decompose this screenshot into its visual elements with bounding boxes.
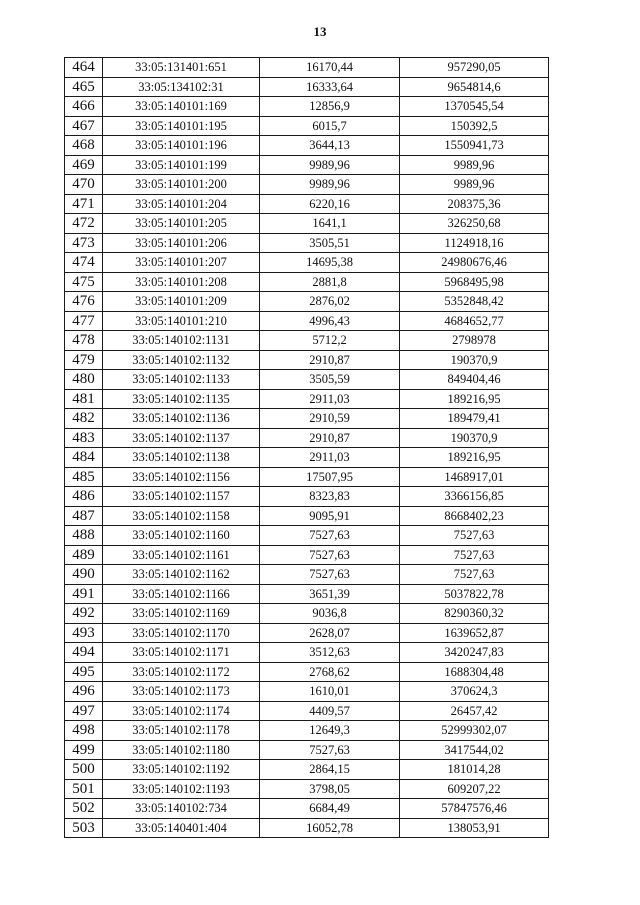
cadastral-number-cell: 33:05:140101:209 — [103, 292, 260, 312]
cadastral-number-cell: 33:05:140101:169 — [103, 97, 260, 117]
row-number-cell: 474 — [65, 253, 103, 273]
cadastral-number-cell: 33:05:140102:1170 — [103, 623, 260, 643]
value-cell: 609207,22 — [400, 779, 549, 799]
value-cell: 181014,28 — [400, 760, 549, 780]
area-cell: 9036,8 — [260, 604, 400, 624]
table-row — [65, 487, 549, 507]
row-number-cell: 480 — [65, 370, 103, 390]
table-row — [65, 467, 549, 487]
area-cell: 5712,2 — [260, 331, 400, 351]
row-number-cell: 472 — [65, 214, 103, 234]
row-number-cell: 497 — [65, 701, 103, 721]
table-row — [65, 97, 549, 117]
value-cell: 190370,9 — [400, 350, 549, 370]
cadastral-number-cell: 33:05:140101:199 — [103, 155, 260, 175]
cadastral-number-cell: 33:05:140102:1135 — [103, 389, 260, 409]
row-number-cell: 466 — [65, 97, 103, 117]
row-number-cell: 501 — [65, 779, 103, 799]
cadastral-number-cell: 33:05:140102:1174 — [103, 701, 260, 721]
row-number-cell: 477 — [65, 311, 103, 331]
row-number-cell: 502 — [65, 799, 103, 819]
row-number-cell: 469 — [65, 155, 103, 175]
cadastral-number-cell: 33:05:140102:1156 — [103, 467, 260, 487]
area-cell: 2628,07 — [260, 623, 400, 643]
table-row — [65, 311, 549, 331]
value-cell: 3366156,85 — [400, 487, 549, 507]
area-cell: 7527,63 — [260, 545, 400, 565]
cadastral-number-cell: 33:05:140102:1169 — [103, 604, 260, 624]
cadastral-number-cell: 33:05:140101:204 — [103, 194, 260, 214]
cadastral-number-cell: 33:05:140102:1192 — [103, 760, 260, 780]
cadastral-number-cell: 33:05:140401:404 — [103, 818, 260, 838]
area-cell: 2876,02 — [260, 292, 400, 312]
value-cell: 1468917,01 — [400, 467, 549, 487]
cadastral-number-cell: 33:05:140102:1136 — [103, 409, 260, 429]
cadastral-table — [64, 57, 549, 838]
table-body — [65, 58, 549, 838]
table-row — [65, 779, 549, 799]
area-cell: 17507,95 — [260, 467, 400, 487]
row-number-cell: 488 — [65, 526, 103, 546]
row-number-cell: 498 — [65, 721, 103, 741]
table-row — [65, 506, 549, 526]
row-number-cell: 491 — [65, 584, 103, 604]
row-number-cell: 479 — [65, 350, 103, 370]
area-cell: 12856,9 — [260, 97, 400, 117]
value-cell: 138053,91 — [400, 818, 549, 838]
value-cell: 8290360,32 — [400, 604, 549, 624]
row-number-cell: 494 — [65, 643, 103, 663]
value-cell: 7527,63 — [400, 565, 549, 585]
value-cell: 24980676,46 — [400, 253, 549, 273]
table-row — [65, 350, 549, 370]
area-cell: 6684,49 — [260, 799, 400, 819]
cadastral-number-cell: 33:05:140101:196 — [103, 136, 260, 156]
area-cell: 6015,7 — [260, 116, 400, 136]
value-cell: 1550941,73 — [400, 136, 549, 156]
table-row — [65, 760, 549, 780]
table-row — [65, 643, 549, 663]
table-row — [65, 214, 549, 234]
table-row — [65, 721, 549, 741]
row-number-cell: 496 — [65, 682, 103, 702]
value-cell: 150392,5 — [400, 116, 549, 136]
area-cell: 9989,96 — [260, 155, 400, 175]
table-row — [65, 604, 549, 624]
value-cell: 57847576,46 — [400, 799, 549, 819]
table-row — [65, 584, 549, 604]
value-cell: 370624,3 — [400, 682, 549, 702]
table-row — [65, 370, 549, 390]
area-cell: 2910,87 — [260, 350, 400, 370]
row-number-cell: 492 — [65, 604, 103, 624]
value-cell: 189479,41 — [400, 409, 549, 429]
value-cell: 3417544,02 — [400, 740, 549, 760]
cadastral-number-cell: 33:05:140102:1132 — [103, 350, 260, 370]
table-row — [65, 116, 549, 136]
area-cell: 2910,59 — [260, 409, 400, 429]
row-number-cell: 503 — [65, 818, 103, 838]
row-number-cell: 487 — [65, 506, 103, 526]
value-cell: 26457,42 — [400, 701, 549, 721]
value-cell: 5968495,98 — [400, 272, 549, 292]
row-number-cell: 464 — [65, 58, 103, 78]
row-number-cell: 484 — [65, 448, 103, 468]
table-row — [65, 682, 549, 702]
cadastral-number-cell: 33:05:140101:205 — [103, 214, 260, 234]
value-cell: 957290,05 — [400, 58, 549, 78]
row-number-cell: 500 — [65, 760, 103, 780]
cadastral-number-cell: 33:05:140102:1162 — [103, 565, 260, 585]
value-cell: 8668402,23 — [400, 506, 549, 526]
row-number-cell: 486 — [65, 487, 103, 507]
value-cell: 326250,68 — [400, 214, 549, 234]
table-row — [65, 448, 549, 468]
table-row — [65, 155, 549, 175]
value-cell: 5037822,78 — [400, 584, 549, 604]
cadastral-number-cell: 33:05:140101:200 — [103, 175, 260, 195]
row-number-cell: 475 — [65, 272, 103, 292]
area-cell: 7527,63 — [260, 565, 400, 585]
area-cell: 1641,1 — [260, 214, 400, 234]
cadastral-number-cell: 33:05:140102:1138 — [103, 448, 260, 468]
table-row — [65, 175, 549, 195]
area-cell: 7527,63 — [260, 526, 400, 546]
value-cell: 1639652,87 — [400, 623, 549, 643]
table-row — [65, 799, 549, 819]
area-cell: 3505,51 — [260, 233, 400, 253]
area-cell: 14695,38 — [260, 253, 400, 273]
cadastral-number-cell: 33:05:140102:734 — [103, 799, 260, 819]
area-cell: 16052,78 — [260, 818, 400, 838]
area-cell: 4409,57 — [260, 701, 400, 721]
cadastral-number-cell: 33:05:140102:1157 — [103, 487, 260, 507]
cadastral-number-cell: 33:05:140101:195 — [103, 116, 260, 136]
cadastral-number-cell: 33:05:140101:207 — [103, 253, 260, 273]
cadastral-number-cell: 33:05:140102:1193 — [103, 779, 260, 799]
cadastral-number-cell: 33:05:140101:210 — [103, 311, 260, 331]
table-row — [65, 389, 549, 409]
table-row — [65, 77, 549, 97]
cadastral-number-cell: 33:05:140101:206 — [103, 233, 260, 253]
row-number-cell: 483 — [65, 428, 103, 448]
row-number-cell: 490 — [65, 565, 103, 585]
table-row — [65, 253, 549, 273]
row-number-cell: 499 — [65, 740, 103, 760]
cadastral-number-cell: 33:05:131401:651 — [103, 58, 260, 78]
area-cell: 9989,96 — [260, 175, 400, 195]
value-cell: 7527,63 — [400, 526, 549, 546]
cadastral-number-cell: 33:05:140102:1178 — [103, 721, 260, 741]
table-row — [65, 194, 549, 214]
area-cell: 2881,8 — [260, 272, 400, 292]
table-row — [65, 409, 549, 429]
value-cell: 7527,63 — [400, 545, 549, 565]
cadastral-number-cell: 33:05:140102:1172 — [103, 662, 260, 682]
cadastral-number-cell: 33:05:140102:1171 — [103, 643, 260, 663]
area-cell: 16170,44 — [260, 58, 400, 78]
table-row — [65, 818, 549, 838]
table-row — [65, 272, 549, 292]
area-cell: 3505,59 — [260, 370, 400, 390]
value-cell: 5352848,42 — [400, 292, 549, 312]
area-cell: 4996,43 — [260, 311, 400, 331]
row-number-cell: 470 — [65, 175, 103, 195]
area-cell: 1610,01 — [260, 682, 400, 702]
table-row — [65, 545, 549, 565]
value-cell: 2798978 — [400, 331, 549, 351]
table-row — [65, 233, 549, 253]
area-cell: 2768,62 — [260, 662, 400, 682]
area-cell: 9095,91 — [260, 506, 400, 526]
table-row — [65, 136, 549, 156]
value-cell: 190370,9 — [400, 428, 549, 448]
cadastral-number-cell: 33:05:140102:1131 — [103, 331, 260, 351]
table-row — [65, 526, 549, 546]
cadastral-number-cell: 33:05:140102:1158 — [103, 506, 260, 526]
value-cell: 1370545,54 — [400, 97, 549, 117]
row-number-cell: 467 — [65, 116, 103, 136]
row-number-cell: 473 — [65, 233, 103, 253]
table-row — [65, 662, 549, 682]
value-cell: 849404,46 — [400, 370, 549, 390]
row-number-cell: 478 — [65, 331, 103, 351]
table-row — [65, 623, 549, 643]
cadastral-number-cell: 33:05:140102:1173 — [103, 682, 260, 702]
cadastral-number-cell: 33:05:134102:31 — [103, 77, 260, 97]
cadastral-number-cell: 33:05:140102:1166 — [103, 584, 260, 604]
cadastral-number-cell: 33:05:140102:1180 — [103, 740, 260, 760]
value-cell: 9989,96 — [400, 175, 549, 195]
table-row — [65, 58, 549, 78]
area-cell: 6220,16 — [260, 194, 400, 214]
cadastral-number-cell: 33:05:140101:208 — [103, 272, 260, 292]
cadastral-number-cell: 33:05:140102:1133 — [103, 370, 260, 390]
value-cell: 3420247,83 — [400, 643, 549, 663]
area-cell: 2910,87 — [260, 428, 400, 448]
table-row — [65, 565, 549, 585]
row-number-cell: 495 — [65, 662, 103, 682]
table-row — [65, 292, 549, 312]
value-cell: 1688304,48 — [400, 662, 549, 682]
area-cell: 2911,03 — [260, 448, 400, 468]
area-cell: 16333,64 — [260, 77, 400, 97]
area-cell: 3644,13 — [260, 136, 400, 156]
cadastral-number-cell: 33:05:140102:1161 — [103, 545, 260, 565]
row-number-cell: 493 — [65, 623, 103, 643]
row-number-cell: 471 — [65, 194, 103, 214]
cadastral-number-cell: 33:05:140102:1160 — [103, 526, 260, 546]
table-row — [65, 740, 549, 760]
row-number-cell: 489 — [65, 545, 103, 565]
row-number-cell: 476 — [65, 292, 103, 312]
area-cell: 8323,83 — [260, 487, 400, 507]
area-cell: 2864,15 — [260, 760, 400, 780]
row-number-cell: 468 — [65, 136, 103, 156]
row-number-cell: 481 — [65, 389, 103, 409]
table-row — [65, 331, 549, 351]
value-cell: 9989,96 — [400, 155, 549, 175]
row-number-cell: 465 — [65, 77, 103, 97]
value-cell: 189216,95 — [400, 448, 549, 468]
area-cell: 3651,39 — [260, 584, 400, 604]
area-cell: 3798,05 — [260, 779, 400, 799]
value-cell: 189216,95 — [400, 389, 549, 409]
table-row — [65, 701, 549, 721]
area-cell: 12649,3 — [260, 721, 400, 741]
page-number: 13 — [313, 24, 327, 39]
value-cell: 52999302,07 — [400, 721, 549, 741]
row-number-cell: 482 — [65, 409, 103, 429]
value-cell: 1124918,16 — [400, 233, 549, 253]
value-cell: 208375,36 — [400, 194, 549, 214]
value-cell: 4684652,77 — [400, 311, 549, 331]
value-cell: 9654814,6 — [400, 77, 549, 97]
area-cell: 2911,03 — [260, 389, 400, 409]
table-row — [65, 428, 549, 448]
cadastral-number-cell: 33:05:140102:1137 — [103, 428, 260, 448]
area-cell: 3512,63 — [260, 643, 400, 663]
row-number-cell: 485 — [65, 467, 103, 487]
area-cell: 7527,63 — [260, 740, 400, 760]
